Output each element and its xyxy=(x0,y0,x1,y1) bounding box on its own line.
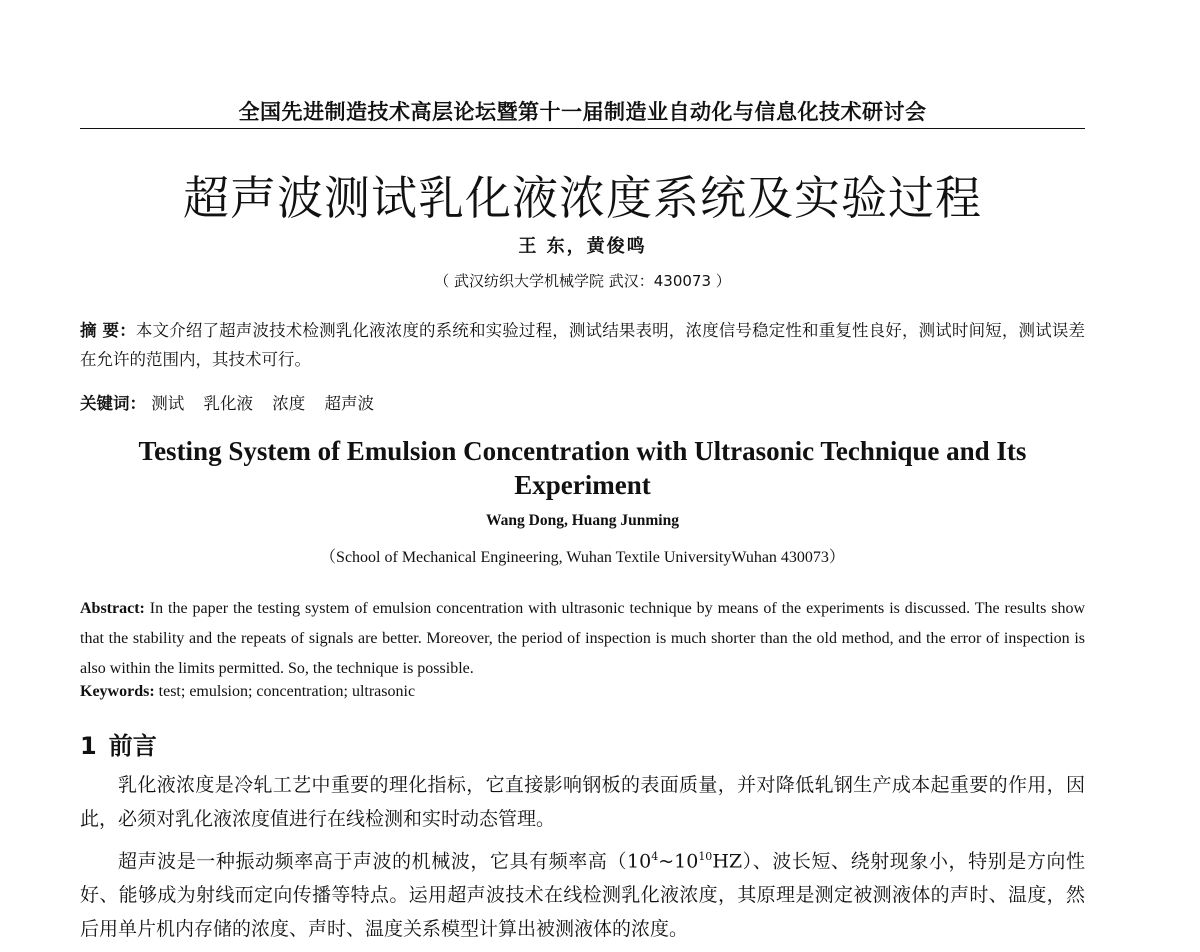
section-number: 1 xyxy=(80,732,97,760)
body-paragraph: 乳化液浓度是冷轧工艺中重要的理化指标，它直接影响钢板的表面质量，并对降低轧钢生产成本起重要的作用，因此，必须对乳化液浓度值进行在线检测和实时动态管理。 xyxy=(80,774,1085,830)
keyword-cn: 测试 xyxy=(151,394,185,413)
abstract-en xyxy=(80,594,1085,684)
abstract-cn-text: 本文介绍了超声波技术检测乳化液浓度的系统和实验过程，测试结果表明，浓度信号稳定性和重复性良好，测试时间短，测试误差在允许的范围内，其技术可行。 xyxy=(80,321,1086,369)
superscript: 4 xyxy=(651,850,659,863)
keywords-cn xyxy=(80,390,1085,414)
para2-part-c: HZ）、波长短、绕射现象小，特别是方向性好、能够成为射线而定向传播等特点。运用超声波技术在线检测乳化液浓度，其原理是测定被测液体的声时、温度，然后用单片机内存储的浓度、声时、温度关系模型计算出被测液体的浓度。 xyxy=(80,850,1085,941)
keyword-cn: 超声波 xyxy=(324,394,374,413)
para2-part-a: 超声波是一种振动频率高于声波的机械波，它具有频率高（10 xyxy=(118,850,652,873)
para2-part-b: ~10 xyxy=(658,850,699,873)
section-heading xyxy=(80,726,1085,761)
section-body xyxy=(80,768,1085,946)
header-rule xyxy=(80,128,1085,129)
section-title: 前言 xyxy=(108,732,157,760)
abstract-en-text: In the paper the testing system of emulsion concentration with ultrasonic technique by means of the experiments is discussed. The results show that the stability and the repeats of signals are better. Moreover, the period of inspection is much shorter than the old method, and the error of inspection is also within the limits permitted. So, the technique is possible. xyxy=(80,600,1085,677)
keyword-cn: 浓度 xyxy=(272,394,306,413)
keywords-en-text: test; emulsion; concentration; ultrasonic xyxy=(158,683,416,700)
keywords-en xyxy=(80,683,1085,701)
keyword-cn: 乳化液 xyxy=(203,394,253,413)
keywords-en-label: Keywords: xyxy=(80,683,155,700)
abstract-en-label: Abstract: xyxy=(80,600,145,617)
affiliation-en: （School of Mechanical Engineering, Wuhan Textile UniversityWuhan 430073） xyxy=(320,549,845,566)
abstract-cn xyxy=(80,316,1085,374)
keywords-cn-label: 关键词： xyxy=(80,394,146,413)
authors-cn: 王 东，黄俊鸣 xyxy=(518,236,647,257)
authors-en: Wang Dong, Huang Junming xyxy=(486,512,679,529)
body-paragraph xyxy=(80,840,1085,946)
paper-title-en: Testing System of Emulsion Concentration with Ultrasonic Technique and Its Experiment xyxy=(138,436,1027,500)
affiliation-cn: （ 武汉纺织大学机械学院 武汉：430073 ） xyxy=(434,272,731,290)
abstract-cn-label: 摘 要： xyxy=(80,321,136,340)
conference-header: 全国先进制造技术高层论坛暨第十一届制造业自动化与信息化技术研讨会 xyxy=(238,100,927,124)
paper-title-cn: 超声波测试乳化液浓度系统及实验过程 xyxy=(183,171,982,225)
superscript: 10 xyxy=(698,850,713,863)
